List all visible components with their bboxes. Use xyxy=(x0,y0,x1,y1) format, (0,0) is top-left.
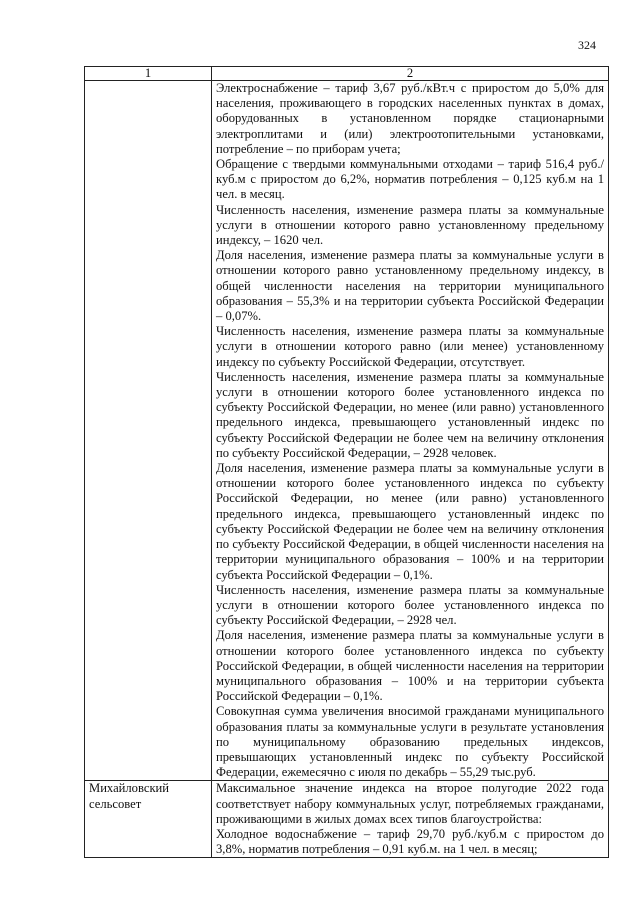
column-header-2: 2 xyxy=(212,67,609,81)
document-table xyxy=(84,66,609,858)
paragraph: Доля населения, изменение размера платы за коммунальные услуги в отношении которого более установленного индекса по субъекту Российской Федерации, но менее (или равно) установленного предельного индекса, превышающего установленный индекс по субъекту Российской Федерации не более чем на величину отклонения по субъекту Российской Федерации, в общей численности населения на территории муниципального образования – 100% и на территории субъекта Российской Федерации – 0,1%. xyxy=(216,461,604,582)
paragraph: Совокупная сумма увеличения вносимой гражданами муниципального образования платы за коммунальные услуги в результате установления по муниципальному образованию предельных индексов, превышающих установленный индекс по субъекту Российской Федерации, ежемесячно с июля по декабрь – 55,29 тыс.руб. xyxy=(216,704,604,780)
paragraph: Холодное водоснабжение – тариф 29,70 руб./куб.м с приростом до 3,8%, норматив потребления – 0,91 куб.м. на 1 чел. в месяц; xyxy=(216,826,604,857)
paragraph: Максимальное значение индекса на второе полугодие 2022 года соответствует набору коммунальных услуг, потребляемых гражданами, проживающими в жилых домах всех типов благоустройства: xyxy=(216,781,604,826)
entity-name-cell: Михайловский сельсовет xyxy=(85,781,212,858)
paragraph: Численность населения, изменение размера платы за коммунальные услуги в отношении которого более установленного индекса по субъекту Российской Федерации, но менее (или равно) установленного предельного индекса, превышающего установленный индекс по субъекту Российской Федерации не более чем на величину отклонения по субъекту Российской Федерации, – 2928 человек. xyxy=(216,369,604,460)
table-header-row xyxy=(85,67,609,81)
entity-name-cell xyxy=(85,81,212,781)
column-header-1: 1 xyxy=(85,67,212,81)
paragraph: Численность населения, изменение размера платы за коммунальные услуги в отношении которого равно установленному предельному индексу, – 1620 чел. xyxy=(216,202,604,248)
table-row xyxy=(85,81,609,781)
paragraph: Электроснабжение – тариф 3,67 руб./кВт.ч с приростом до 5,0% для населения, проживающего в городских населенных пунктах в домах, оборудованных в установленном порядке стационарными электроплитами и (или) электроотопительными установками, потребление – по приборам учета; xyxy=(216,81,604,156)
paragraph: Обращение с твердыми коммунальными отходами – тариф 516,4 руб./куб.м с приростом до 6,2%, норматив потребления – 0,125 куб.м на 1 чел. в месяц. xyxy=(216,157,604,202)
paragraph: Доля населения, изменение размера платы за коммунальные услуги в отношении которого равно установленному предельному индексу, в общей численности населения на территории муниципального образования – 55,3% и на территории субъекта Российской Федерации – 0,07%. xyxy=(216,248,604,324)
page-number: 324 xyxy=(578,38,596,52)
description-cell xyxy=(212,81,609,781)
description-cell xyxy=(212,781,609,858)
paragraph: Численность населения, изменение размера платы за коммунальные услуги в отношении которого равно (или менее) установленному индексу по субъекту Российской Федерации, отсутствует. xyxy=(216,324,604,369)
table-row xyxy=(85,781,609,858)
paragraph: Численность населения, изменение размера платы за коммунальные услуги в отношении которого более установленного индекса по субъекту Российской Федерации, – 2928 чел. xyxy=(216,582,604,628)
paragraph: Доля населения, изменение размера платы за коммунальные услуги в отношении которого более установленного индекса по субъекту Российской Федерации, в общей численности населения на территории муниципального образования – 100% и на территории субъекта Российской Федерации – 0,1%. xyxy=(216,628,604,704)
